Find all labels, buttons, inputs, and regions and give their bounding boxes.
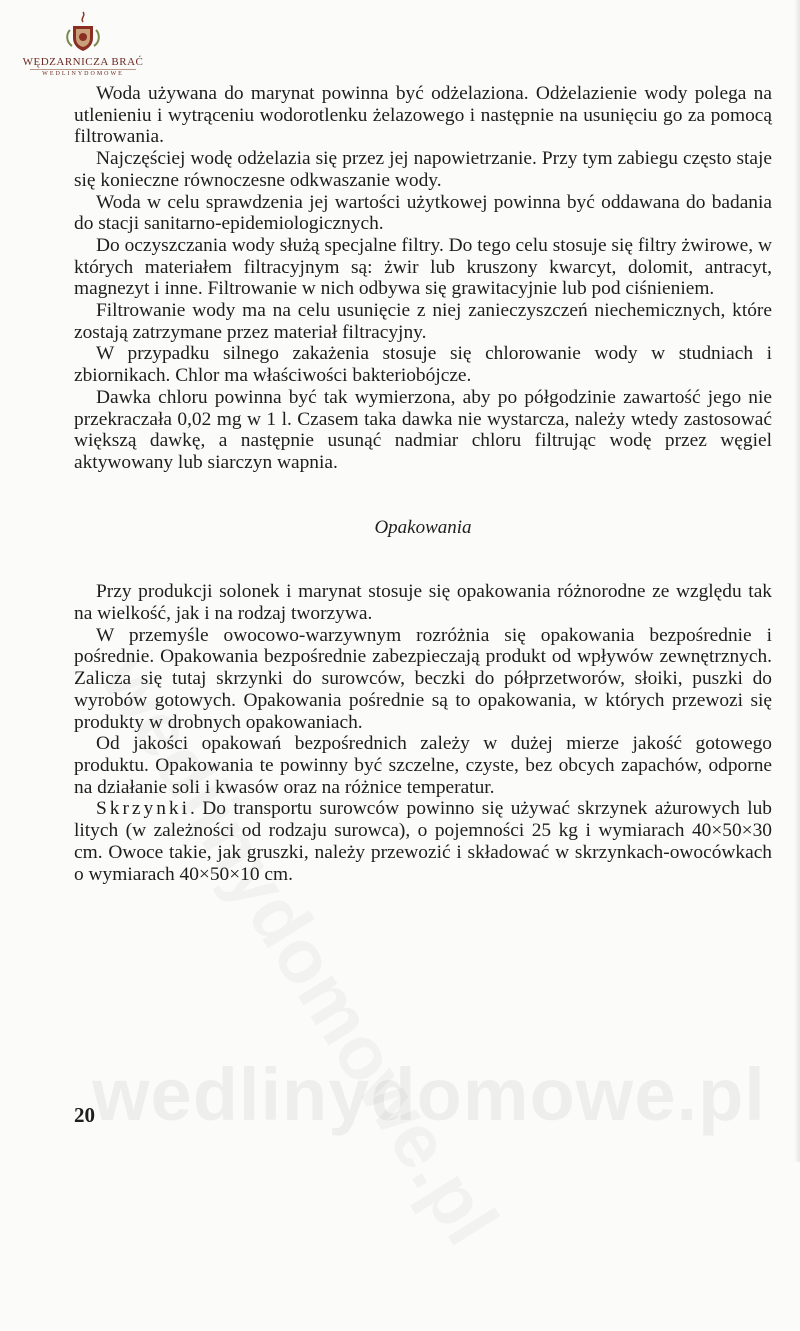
paragraph: Najczęściej wodę odżelazia się przez jej napowietrzanie. Przy tym zabiegu często staje się konieczne równoczesne odkwaszanie wody. — [74, 148, 772, 191]
paragraph: Dawka chloru powinna być tak wymierzona, aby po półgodzinie zawartość jego nie przekraczała 0,02 mg w 1 l. Czasem taka dawka nie wystarcza, należy wtedy zastosować większą dawkę, a następnie usunąć nadmiar chloru filtrując wodę przez węgiel aktywowany lub siarczyn wapnia. — [74, 386, 772, 473]
paragraph: Do oczyszczania wody służą specjalne filtry. Do tego celu stosuje się filtry żwirowe, w których materiałem filtracyjnym są: żwir lub kruszony kwarcyt, dolomit, antracyt, magnezyt i inne. Filtrowanie w nich odbywa się grawitacyjnie lub pod ciśnieniem. — [74, 234, 772, 300]
page-number: 20 — [74, 1103, 95, 1127]
paragraph: Przy produkcji solonek i marynat stosuje się opakowania różnorodne ze względu tak na wielkość, jak i na rodzaj tworzywa. — [74, 581, 772, 625]
term-skrzynki: Skrzynki — [96, 798, 191, 820]
paragraph: Woda w celu sprawdzenia jej wartości użytkowej powinna być oddawana do badania do stacji sanitarno-epidemiologicznych. — [74, 191, 772, 235]
paragraph: Woda używana do marynat powinna być odżelaziona. Odżelazienie wody polega na utlenieniu i wytrąceniu wodorotlenku żelazowego i następnie na usunięciu go za pomocą filtrowania. — [74, 83, 772, 148]
section-heading: Opakowania — [374, 516, 472, 538]
crest-icon — [62, 10, 104, 54]
page-edge-shadow — [794, 0, 800, 1162]
logo-name: WĘDZARNICZA BRAĆ — [22, 56, 144, 68]
page-body — [74, 83, 772, 885]
paragraph: W przypadku silnego zakażenia stosuje się chlorowanie wody w studniach i zbiornikach. Chlor ma właściwości bakteriobójcze. — [74, 343, 772, 387]
logo — [18, 10, 148, 77]
paragraph: Filtrowanie wody ma na celu usunięcie z niej zanieczyszczeń niechemicznych, które zostają zatrzymane przez materiał filtracyjny. — [74, 300, 772, 343]
paragraph-skrzynki — [74, 798, 772, 885]
paragraph-text: . Do transportu surowców powinno się używać skrzynek ażurowych lub litych (w zależności od rodzaju surowca), o pojemności 25 kg i wymiarach 40×50×30 cm. Owoce takie, jak gruszki, należy przewozić i składować w skrzynkach-owocówkach o wymiarach 40×50×10 cm. — [74, 798, 772, 885]
logo-subtitle: WEDLINYDOMOWE — [30, 69, 136, 77]
paragraph: Od jakości opakowań bezpośrednich zależy w dużej mierze jakość gotowego produktu. Opakowania te powinny być szczelne, czyste, bez obcych zapachów, odporne na działanie soli i kwasów oraz na różnice temperatur. — [74, 733, 772, 798]
paragraph: W przemyśle owocowo-warzywnym rozróżnia się opakowania bezpośrednie i pośrednie. Opakowania bezpośrednie zabezpieczają produkt od wpływów zewnętrznych. Zalicza się tutaj skrzynki do surowców, beczki do półprzetworów, słoiki, puszki do wyrobów gotowych. Opakowania pośrednie są to opakowania, w których przewozi się produkty w drobnych opakowaniach. — [74, 624, 772, 733]
watermark-bottom: wedlinydomowe.pl — [92, 1053, 766, 1136]
